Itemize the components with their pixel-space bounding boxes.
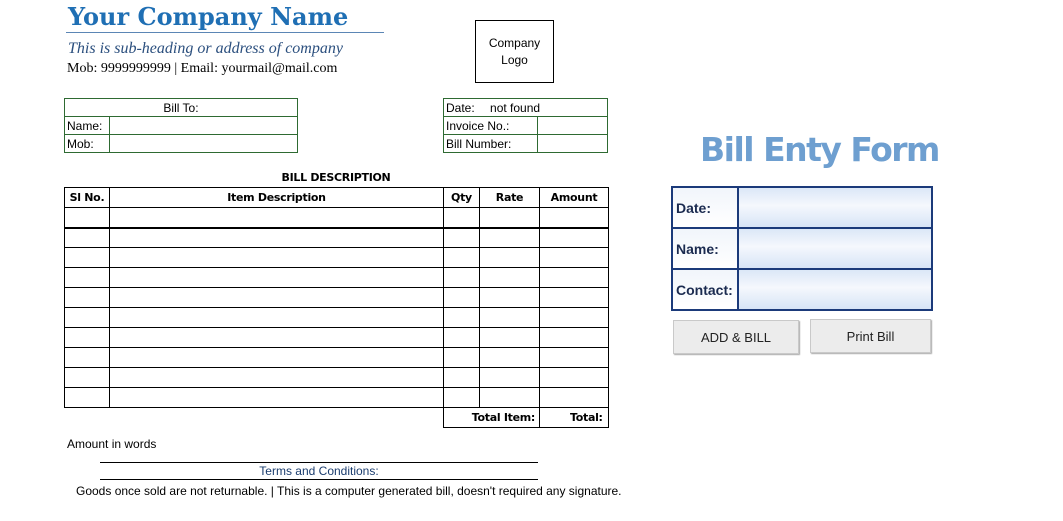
terms-divider-top [100, 462, 538, 463]
bill-description-title: BILL DESCRIPTION [281, 171, 391, 184]
table-row [65, 268, 609, 288]
company-name-underline [66, 32, 384, 33]
invoice-date-row [444, 99, 608, 117]
invoice-date-label: Date: [446, 100, 475, 115]
bill-number-cell[interactable] [538, 135, 608, 153]
form-contact-field[interactable] [738, 269, 932, 310]
print-bill-button[interactable]: Print Bill [810, 319, 931, 353]
column-header-item-description: Item Description [110, 188, 444, 208]
table-row [65, 388, 609, 408]
form-name-field[interactable] [738, 228, 932, 269]
totals-row [65, 408, 609, 428]
total-label: Total: [540, 408, 609, 428]
form-name-label: Name: [672, 228, 738, 269]
table-row [65, 288, 609, 308]
table-row [65, 208, 609, 228]
invoice-info-table [443, 98, 608, 153]
company-contact: Mob: 9999999999 | Email: yourmail@mail.com [67, 61, 338, 76]
form-contact-label: Contact: [672, 269, 738, 310]
bill-items-table [64, 187, 609, 428]
invoice-no-label: Invoice No.: [444, 117, 538, 135]
bill-to-mob-label: Mob: [65, 135, 110, 153]
add-and-bill-button[interactable]: ADD & BILL [673, 320, 799, 354]
column-header-amount: Amount [540, 188, 609, 208]
terms-text: Goods once sold are not returnable. | This is a computer generated bill, doesn't required any signature. [76, 484, 622, 498]
form-date-label: Date: [672, 187, 738, 228]
table-row [65, 308, 609, 328]
table-row [65, 348, 609, 368]
terms-title: Terms and Conditions: [259, 464, 379, 478]
table-row [65, 228, 609, 248]
bill-to-table [64, 98, 298, 153]
form-date-input[interactable] [740, 188, 934, 227]
bill-to-name-cell[interactable] [110, 117, 298, 135]
form-date-field[interactable] [738, 187, 932, 228]
entry-form-title: Bill Enty Form [700, 130, 939, 169]
company-subheading: This is sub-heading or address of company [68, 40, 343, 57]
invoice-no-cell[interactable] [538, 117, 608, 135]
bill-to-title: Bill To: [65, 99, 298, 117]
amount-in-words-label: Amount in words [67, 437, 157, 451]
bill-number-label: Bill Number: [444, 135, 538, 153]
column-header-rate: Rate [480, 188, 540, 208]
table-row [65, 368, 609, 388]
total-item-label: Total Item: [444, 408, 540, 428]
company-logo-placeholder: Company Logo [475, 20, 554, 83]
entry-form [671, 186, 933, 311]
column-header-sl-no: Sl No. [65, 188, 110, 208]
column-header-qty: Qty [444, 188, 480, 208]
table-row [65, 328, 609, 348]
form-contact-input[interactable] [740, 270, 934, 309]
form-name-input[interactable] [740, 229, 934, 268]
table-row [65, 248, 609, 268]
terms-divider-bottom [100, 479, 538, 480]
bill-to-mob-cell[interactable] [110, 135, 298, 153]
company-name: Your Company Name [68, 2, 349, 31]
invoice-date-value[interactable]: not found [490, 100, 541, 115]
bill-to-name-label: Name: [65, 117, 110, 135]
